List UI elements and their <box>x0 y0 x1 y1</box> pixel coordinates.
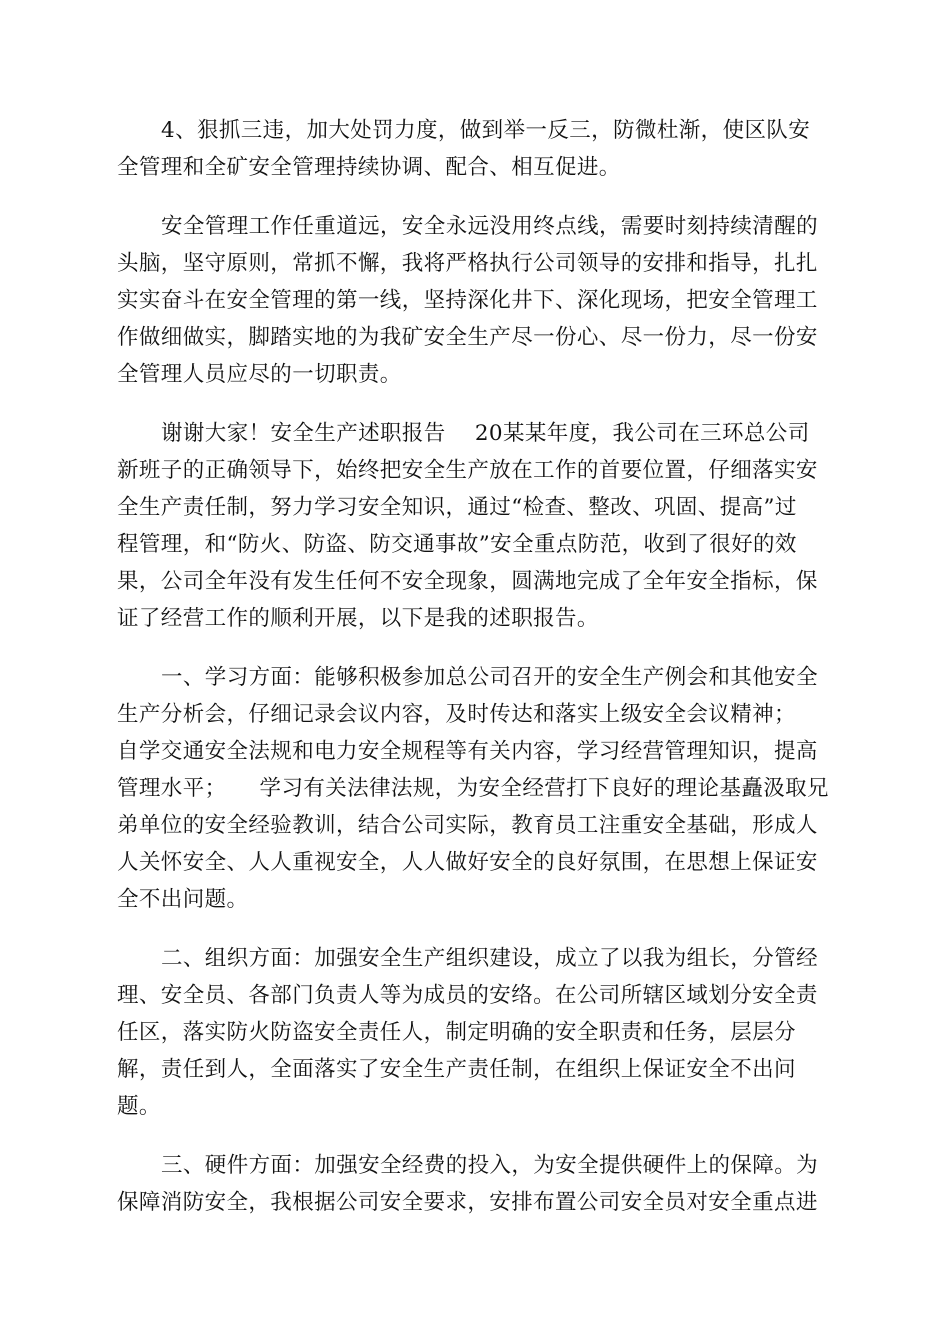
text-line: 安全管理工作任重道远，安全永远没用终点线，需要时刻持续清醒的 <box>161 214 819 239</box>
text-line: 二、组织方面：加强安全生产组织建设，成立了以我为组长，分管经 <box>161 946 819 971</box>
text-line: 一、学习方面：能够积极参加总公司召开的安全生产例会和其他安全 <box>161 665 819 690</box>
text-line: 新班子的正确领导下，始终把安全生产放在工作的首要位置，仔细落实安 <box>117 458 818 483</box>
text-line: 全管理人员应尽的一切职责。 <box>117 362 402 387</box>
text-line: 实实奋斗在安全管理的第一线，坚持深化井下、深化现场，把安全管理工 <box>117 288 818 313</box>
paragraph-3 <box>117 415 833 637</box>
text-line: 生产分析会，仔细记录会议内容，及时传达和落实上级安全会议精神； <box>117 702 796 727</box>
text-line: 三、硬件方面：加强安全经费的投入，为安全提供硬件上的保障。为 <box>161 1153 819 1178</box>
text-line: 题。 <box>117 1094 161 1119</box>
text-line: 头脑，坚守原则，常抓不懈，我将严格执行公司领导的安排和指导，扎扎 <box>117 251 818 276</box>
text-line: 保障消防安全，我根据公司安全要求，安排布置公司安全员对安全重点进 <box>117 1190 818 1215</box>
text-line: 弟单位的安全经验教训，结合公司实际，教育员工注重安全基础，形成人 <box>117 813 818 838</box>
text-line: 人关怀安全、人人重视安全，人人做好安全的良好氛围，在思想上保证安 <box>117 850 818 875</box>
text-line: 自学交通安全法规和电力安全规程等有关内容，学习经营管理知识，提高 <box>117 739 818 764</box>
paragraph-2 <box>117 208 833 393</box>
text-line: 果，公司全年没有发生任何不安全现象，圆满地完成了全年安全指标，保 <box>117 569 818 594</box>
paragraph-5 <box>117 940 833 1125</box>
text-line: 任区，落实防火防盗安全责任人，制定明确的安全职责和任务，层层分 <box>117 1020 796 1045</box>
text-line: 证了经营工作的顺利开展，以下是我的述职报告。 <box>117 606 599 631</box>
paragraph-6 <box>117 1147 833 1221</box>
text-line: 全管理和全矿安全管理持续协调、配合、相互促进。 <box>117 155 621 180</box>
text-line: 作做细做实，脚踏实地的为我矿安全生产尽一份心、尽一份力，尽一份安 <box>117 325 818 350</box>
text-line: 程管理，和“防火、防盗、防交通事故”安全重点防范，收到了很好的效 <box>117 532 797 557</box>
text-line: 全生产责任制，努力学习安全知识，通过“检查、整改、巩固、提高”过 <box>117 495 797 520</box>
paragraph-4 <box>117 659 833 918</box>
text-line: 解，责任到人，全面落实了安全生产责任制，在组织上保证安全不出问 <box>117 1057 796 1082</box>
text-line: 理、安全员、各部门负责人等为成员的安络。在公司所辖区域划分安全责 <box>117 983 818 1008</box>
text-line: 谢谢大家！安全生产述职报告 20某某年度，我公司在三环总公司 <box>161 421 810 446</box>
text-line: 全不出问题。 <box>117 887 249 912</box>
text-line: 4、狠抓三违，加大处罚力度，做到举一反三，防微杜渐，使区队安 <box>161 118 811 143</box>
document-body <box>117 112 833 1243</box>
paragraph-1 <box>117 112 833 186</box>
text-line: 管理水平； 学习有关法律法规，为安全经营打下良好的理论基矗汲取兄 <box>117 776 829 801</box>
